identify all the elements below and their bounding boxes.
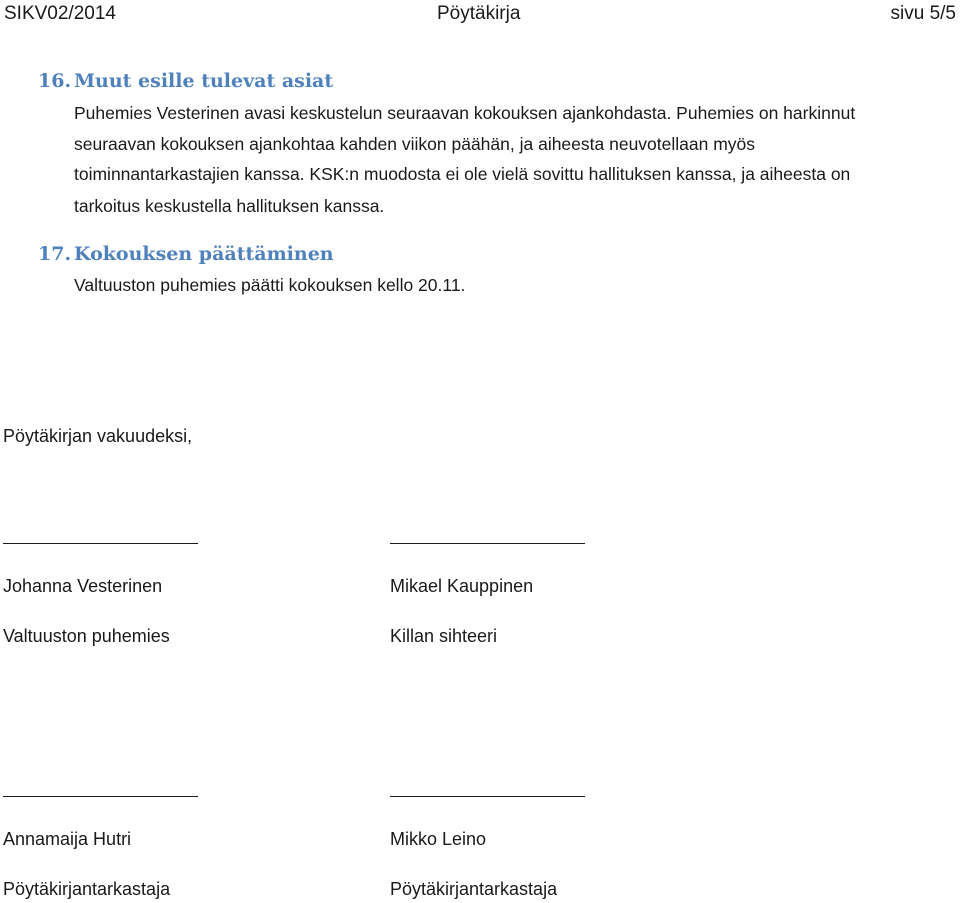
signature-line: [3, 796, 198, 797]
signer-name: Annamaija Hutri: [3, 829, 132, 849]
section-16-line-4: tarkoitus keskustella hallituksen kanssa.: [74, 196, 385, 216]
closing-text: Pöytäkirjan vakuudeksi,: [3, 426, 193, 446]
document-type: Pöytäkirja: [437, 3, 521, 24]
page-header: [4, 2, 956, 26]
signature-line: [390, 796, 585, 797]
section-number: 16.: [38, 70, 72, 92]
signature-line: [3, 543, 198, 544]
section-title: Muut esille tulevat asiat: [74, 70, 334, 92]
document-id: SIKV02/2014: [4, 3, 116, 24]
signer-name: Mikko Leino: [390, 829, 487, 849]
signer-role: Pöytäkirjantarkastaja: [3, 879, 171, 899]
section-number: 17.: [38, 243, 72, 265]
section-16-line-2: seuraavan kokouksen ajankohtaa kahden viikon päähän, ja aiheesta neuvotellaan myös: [74, 134, 756, 154]
section-17-line-1: Valtuuston puhemies päätti kokouksen kello 20.11.: [74, 275, 466, 295]
signer-name: Mikael Kauppinen: [390, 576, 534, 596]
signer-role: Valtuuston puhemies: [3, 626, 170, 646]
signer-name: Johanna Vesterinen: [3, 576, 163, 596]
section-16-line-3: toiminnantarkastajien kanssa. KSK:n muodosta ei ole vielä sovittu hallituksen kanssa, ja aiheesta on: [74, 164, 851, 184]
section-17-heading: [38, 242, 334, 266]
page-number: sivu 5/5: [890, 3, 956, 24]
signer-role: Pöytäkirjantarkastaja: [390, 879, 558, 899]
signer-role: Killan sihteeri: [390, 626, 498, 646]
section-title: Kokouksen päättäminen: [74, 243, 334, 265]
signature-line: [390, 543, 585, 544]
section-16-line-1: Puhemies Vesterinen avasi keskustelun seuraavan kokouksen ajankohdasta. Puhemies on harkinnut: [74, 103, 856, 123]
section-16-heading: [38, 69, 333, 93]
